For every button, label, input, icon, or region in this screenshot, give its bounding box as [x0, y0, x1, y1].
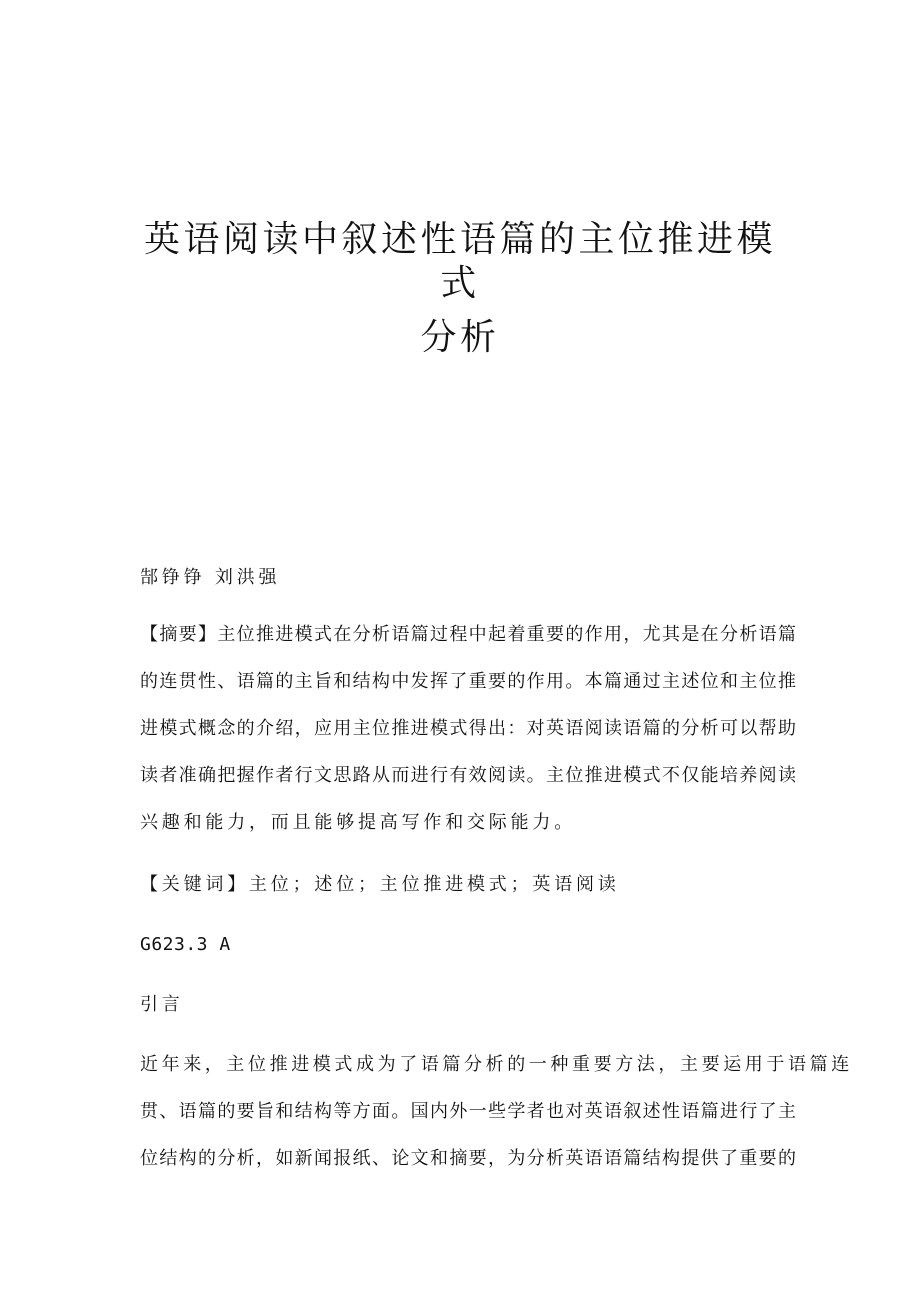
classification-code: G623.3 A [140, 934, 231, 955]
abstract-line: 进模式概念的介绍，应用主位推进模式得出：对英语阅读语篇的分析可以帮助 [140, 718, 796, 739]
title-line-1: 英语阅读中叙述性语篇的主位推进模式 [143, 219, 776, 304]
abstract-line: 【摘要】主位推进模式在分析语篇过程中起着重要的作用，尤其是在分析语篇 [140, 624, 796, 645]
abstract-line: 兴趣和能力，而且能够提高写作和交际能力。 [140, 812, 576, 833]
authors: 郜铮铮 刘洪强 [140, 567, 281, 588]
keywords: 【关键词】主位；述位；主位推进模式；英语阅读 [140, 874, 620, 895]
section-heading: 引言 [140, 994, 184, 1015]
abstract-line: 读者准确把握作者行文思路从而进行有效阅读。主位推进模式不仅能培养阅读 [140, 765, 796, 786]
title-line-2: 分析 [420, 317, 500, 358]
body-line: 近年来，主位推进模式成为了语篇分析的一种重要方法，主要运用于语篇连 [140, 1054, 853, 1075]
abstract-line: 的连贯性、语篇的主旨和结构中发挥了重要的作用。本篇通过主述位和主位推 [140, 671, 796, 692]
body-line: 贯、语篇的要旨和结构等方面。国内外一些学者也对英语叙述性语篇进行了主 [140, 1101, 796, 1122]
body-line: 位结构的分析，如新闻报纸、论文和摘要，为分析英语语篇结构提供了重要的 [140, 1148, 796, 1169]
